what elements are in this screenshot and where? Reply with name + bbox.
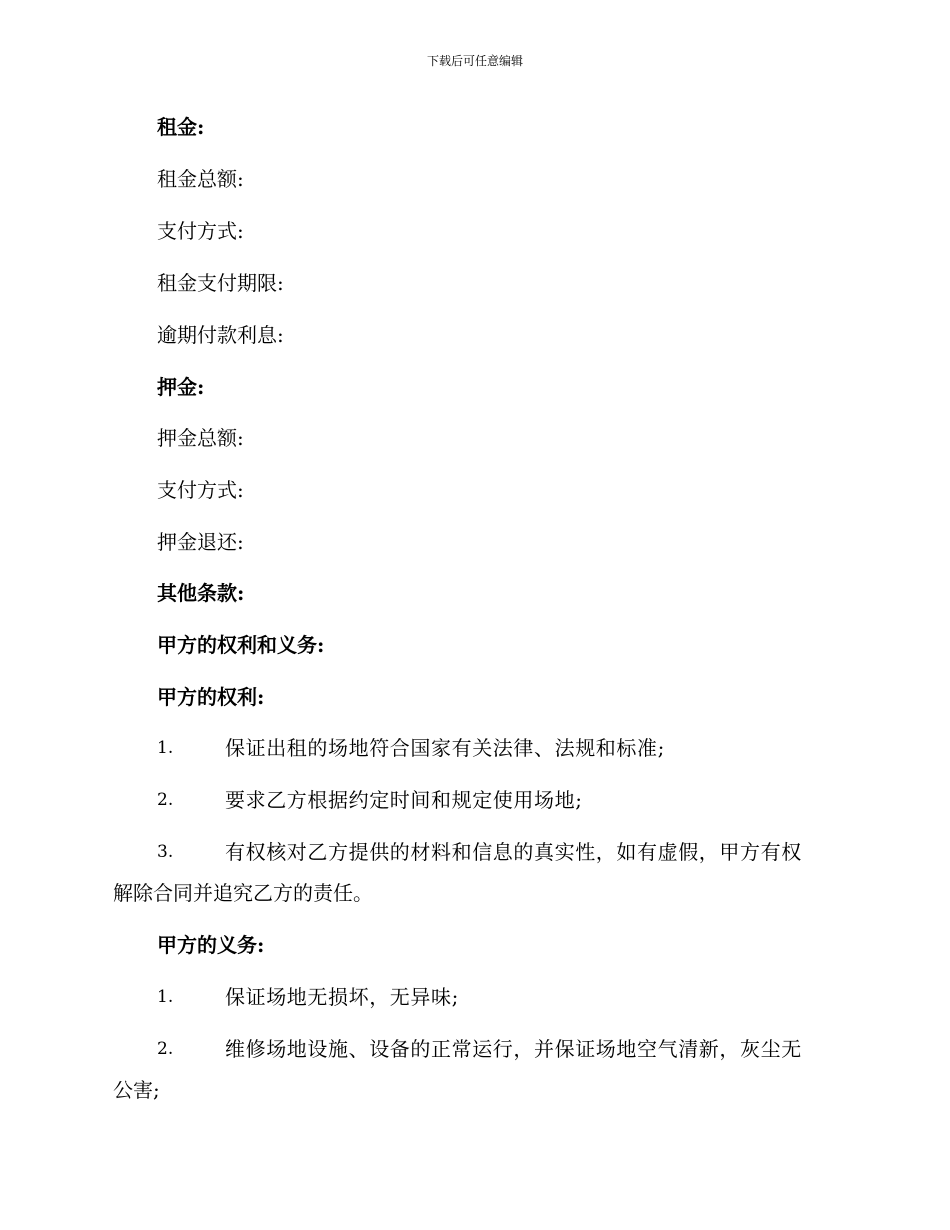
deposit-payment-method: 支付方式: <box>157 478 244 502</box>
rent-payment-method: 支付方式: <box>157 219 244 243</box>
list-item-continuation: 公害; <box>113 1078 160 1102</box>
list-item-text: 要求乙方根据约定时间和规定使用场地; <box>225 788 583 812</box>
rent-payment-term: 租金支付期限: <box>157 271 284 295</box>
list-item-number: 1. <box>157 738 174 758</box>
rent-late-interest: 逾期付款利息: <box>157 323 284 347</box>
other-terms-heading: 其他条款: <box>157 581 245 605</box>
list-item-number: 1. <box>157 987 174 1007</box>
party-a-obligations-heading: 甲方的义务: <box>157 933 265 957</box>
list-item-text: 保证场地无损坏，无异味; <box>225 985 459 1009</box>
deposit-refund: 押金退还: <box>157 530 244 554</box>
party-a-rights-obligations-heading: 甲方的权利和义务: <box>157 633 325 657</box>
list-item-text: 保证出租的场地符合国家有关法律、法规和标准; <box>225 736 665 760</box>
page-header: 下载后可任意编辑 <box>426 54 523 68</box>
list-item-number: 2. <box>157 1039 174 1059</box>
deposit-heading: 押金: <box>157 375 205 399</box>
list-item-continuation: 解除合同并追究乙方的责任。 <box>113 881 373 905</box>
rent-total: 租金总额: <box>157 167 244 191</box>
party-a-rights-heading: 甲方的权利: <box>157 685 265 709</box>
rent-heading: 租金: <box>157 115 205 139</box>
list-item-number: 3. <box>157 842 174 862</box>
list-item-number: 2. <box>157 790 174 810</box>
list-item-text: 维修场地设施、设备的正常运行，并保证场地空气清新，灰尘无 <box>225 1037 802 1061</box>
deposit-total: 押金总额: <box>157 426 244 450</box>
list-item-text: 有权核对乙方提供的材料和信息的真实性，如有虚假，甲方有权 <box>225 840 802 864</box>
